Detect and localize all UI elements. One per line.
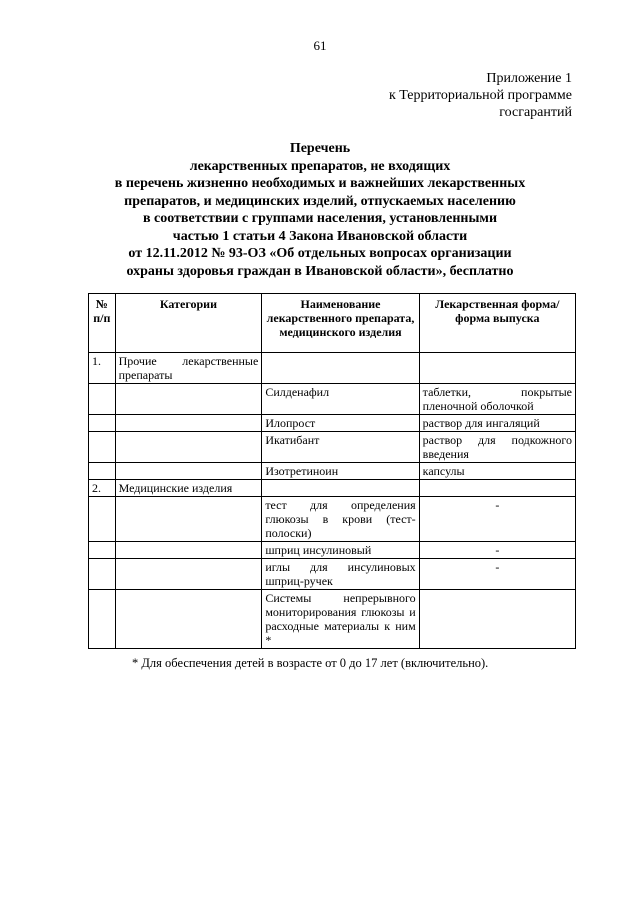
group-number: 1. bbox=[89, 353, 116, 384]
table-row bbox=[89, 463, 576, 480]
table-header-row bbox=[89, 294, 576, 353]
page-number: 61 bbox=[313, 38, 327, 53]
header-name: Наименование лекарственного препарата, медицинского изделия bbox=[262, 294, 419, 353]
device-form: - bbox=[419, 542, 575, 559]
drug-name: Илопрост bbox=[262, 415, 419, 432]
table-row bbox=[89, 432, 576, 463]
device-form bbox=[419, 590, 575, 649]
device-form: - bbox=[419, 497, 575, 542]
table-row bbox=[89, 590, 576, 649]
title-line: частью 1 статьи 4 Закона Ивановской области bbox=[172, 228, 468, 244]
table-row bbox=[89, 480, 576, 497]
drugs-table bbox=[88, 293, 576, 649]
title-line: от 12.11.2012 № 93-ОЗ «Об отдельных вопросах организации bbox=[128, 246, 512, 261]
title-line: в перечень жизненно необходимых и важнейших лекарственных bbox=[114, 176, 526, 191]
drug-form: таблетки, покрытые пленочной оболочкой bbox=[419, 384, 575, 415]
drug-name: Силденафил bbox=[262, 384, 419, 415]
header-form: Лекарственная форма/форма выпуска bbox=[419, 294, 575, 353]
table-row bbox=[89, 559, 576, 590]
device-name: тест для определения глюкозы в крови (тест-полоски) bbox=[262, 497, 419, 542]
title-line: лекарственных препаратов, не входящих bbox=[189, 158, 451, 174]
group-number: 2. bbox=[89, 480, 116, 497]
appendix-line-2: к Территориальной программе bbox=[388, 88, 572, 103]
drug-name: Икатибант bbox=[262, 432, 419, 463]
device-name: иглы для инсулиновых шприц-ручек bbox=[262, 559, 419, 590]
appendix-line-1: Приложение 1 bbox=[486, 71, 572, 86]
title-line: Перечень bbox=[289, 141, 351, 156]
table-row bbox=[89, 497, 576, 542]
table-row bbox=[89, 415, 576, 432]
drug-form: раствор для ингаляций bbox=[419, 415, 575, 432]
device-name: Системы непрерывного мониторирования глюкозы и расходные материалы к ним * bbox=[262, 590, 419, 649]
header-num: № п/п bbox=[89, 294, 116, 353]
document-title bbox=[60, 140, 580, 280]
device-name: шприц инсулиновый bbox=[262, 542, 419, 559]
drug-form: раствор для подкожного введения bbox=[419, 432, 575, 463]
appendix-header bbox=[389, 70, 572, 121]
appendix-line-3: госгарантий bbox=[499, 105, 572, 120]
header-category: Категории bbox=[115, 294, 262, 353]
device-form: - bbox=[419, 559, 575, 590]
title-line: охраны здоровья граждан в Ивановской области», бесплатно bbox=[126, 263, 514, 279]
table-row bbox=[89, 384, 576, 415]
footnote: * Для обеспечения детей в возрасте от 0 до 17 лет (включительно). bbox=[132, 656, 489, 670]
table-row bbox=[89, 542, 576, 559]
group-category: Медицинские изделия bbox=[115, 480, 262, 497]
title-line: препаратов, и медицинских изделий, отпускаемых населению bbox=[124, 193, 516, 209]
group-category: Прочие лекарственные препараты bbox=[115, 353, 262, 384]
table-row bbox=[89, 353, 576, 384]
title-line: в соответствии с группами населения, установленными bbox=[142, 211, 498, 226]
drug-form: капсулы bbox=[419, 463, 575, 480]
drug-name: Изотретиноин bbox=[262, 463, 419, 480]
